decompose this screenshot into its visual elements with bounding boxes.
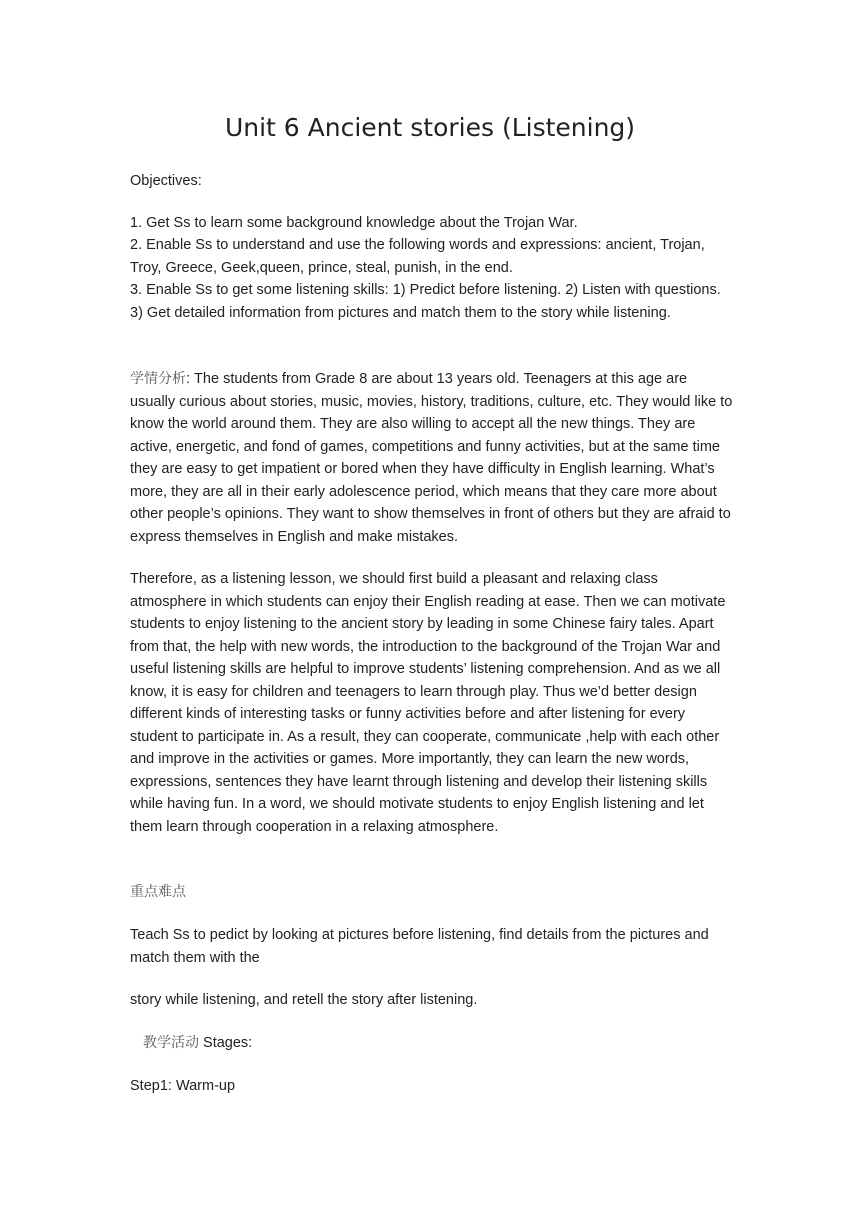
objective-item-3: 3. Enable Ss to get some listening skills: 1) Predict before listening. 2) Listen with questions. 3) Get detailed information from pictures and match them to the story while listening. <box>130 282 721 321</box>
objective-1-line: 1. Get Ss to learn some background knowledge about the Trojan War. <box>130 215 578 231</box>
objective-item-2: 2. Enable Ss to understand and use the following words and expressions: ancient, Trojan, Troy, Greece, Geek,queen, prince, steal, punish, in the end. <box>130 237 705 276</box>
learner-analysis-label: 学情分析 <box>130 371 186 387</box>
stages-label-cn: 教学活动 <box>143 1035 199 1051</box>
objective-item-1 <box>130 212 734 235</box>
stages-heading <box>143 1032 747 1055</box>
key-points-text-1: Teach Ss to pedict by looking at pictures before listening, find details from the pictures and match them with the <box>130 927 709 966</box>
key-points-heading: 重点难点 <box>130 884 186 900</box>
document-title: Unit 6 Ancient stories (Listening) <box>224 113 636 142</box>
objectives-heading: Objectives: <box>130 173 202 189</box>
teaching-approach-paragraph: Therefore, as a listening lesson, we should first build a pleasant and relaxing class atmosphere in which students can enjoy their English reading at ease. Then we can motivate students to enjoy listening to the ancient story by leading in some Chinese fairy tales. Apart from that, the help with new words, the introduction to the background of the Trojan War and useful listening skills are helpful to improve students’ listening comprehension. And as we all know, it is easy for children and teenagers to learn through play. Thus we’d better design different kinds of interesting tasks or funny activities before and after listening for every student to participate in. As a result, they can cooperate, communicate ,help with each other and improve in the activities or games. More importantly, they can learn the new words, expressions, sentences they have learnt through listening and develop their listening skills while having fun. In a word, we should motivate students to enjoy English listening and let them learn through cooperation in a relaxing atmosphere. <box>130 571 726 835</box>
key-points-text-2: story while listening, and retell the story after listening. <box>130 992 478 1008</box>
learner-analysis-text: : The students from Grade 8 are about 13 years old. Teenagers at this age are usually curious about stories, music, movies, history, traditions, culture, etc. They would like to know the world around them. They are also willing to accept all the new things. They are active, energetic, and fond of games, competitions and funny activities, but at the same time they are easy to get impatient or bored when they have difficulty in English learning. What’s more, they are all in their early adolescence period, which means that they care more about other people’s opinions. They want to show themselves in front of others but they are afraid to express themselves in English and make mistakes. <box>130 371 733 545</box>
stages-label-en: Stages: <box>199 1035 253 1051</box>
learner-analysis-paragraph <box>130 368 734 548</box>
step1-heading: Step1: Warm-up <box>130 1078 236 1094</box>
